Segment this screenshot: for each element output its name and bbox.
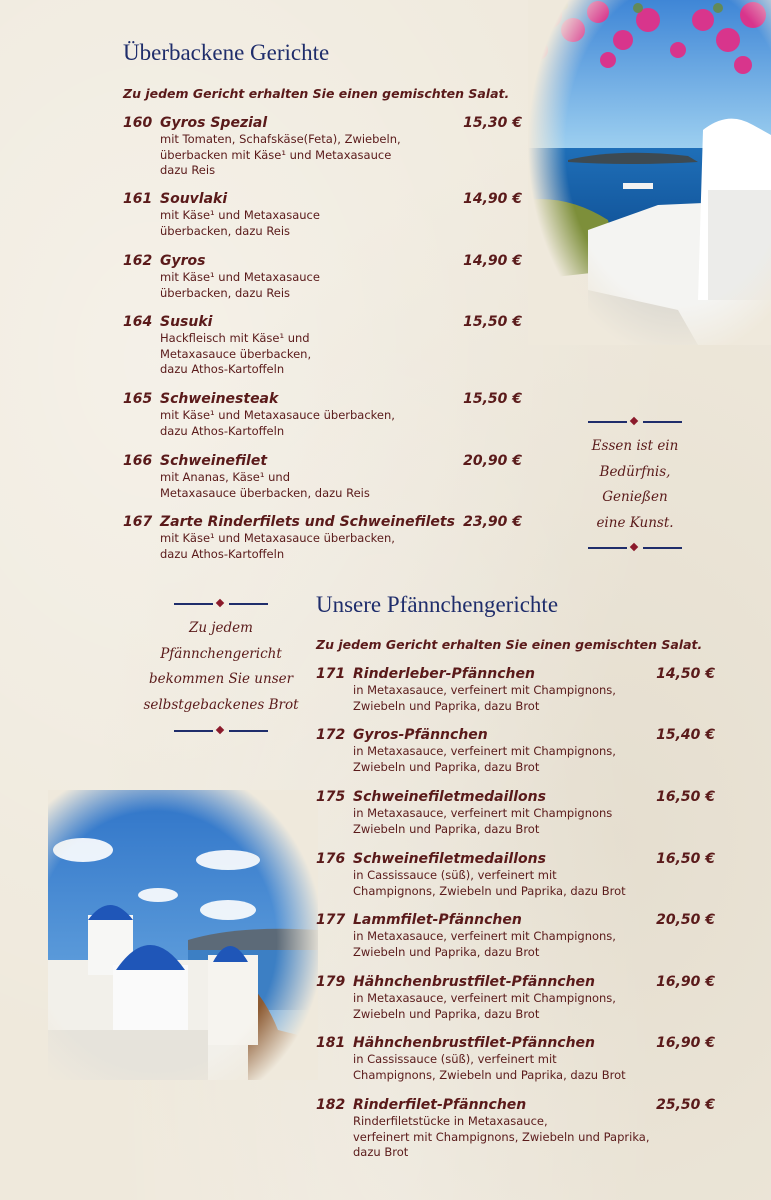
item-price: 16,90 €: [656, 974, 715, 990]
item-description: in Cassissauce (süß), verfeinert mit Champignons, Zwiebeln und Paprika, dazu Brot: [353, 1052, 626, 1082]
section-subtitle-salad: Zu jedem Gericht erhalten Sie einen gemischten Salat.: [123, 86, 510, 101]
item-name: Schweinesteak: [160, 391, 279, 407]
item-price: 15,50 €: [463, 314, 522, 330]
item-description: mit Ananas, Käse¹ und Metaxasauce überbacken, dazu Reis: [160, 470, 370, 500]
item-price: 20,90 €: [463, 453, 522, 469]
ornament-divider: [588, 417, 682, 427]
item-description: in Metaxasauce, verfeinert mit Champignons, Zwiebeln und Paprika, dazu Brot: [353, 929, 616, 959]
section-title-ueberbackene: Überbackene Gerichte: [123, 40, 330, 65]
item-price: 16,50 €: [656, 851, 715, 867]
item-number: 166: [123, 453, 153, 469]
section-title-pfaennchen: Unsere Pfännchengerichte: [316, 592, 559, 617]
ornament-divider: [588, 543, 682, 553]
diamond-icon: [216, 599, 224, 607]
item-name: Hähnchenbrustfilet-Pfännchen: [353, 1035, 596, 1051]
item-number: 182: [316, 1097, 346, 1113]
item-price: 25,50 €: [656, 1097, 715, 1113]
item-price: 14,50 €: [656, 666, 715, 682]
menu-list-pfaennchen: [316, 666, 715, 1166]
item-description: Hackfleisch mit Käse¹ und Metaxasauce überbacken, dazu Athos-Kartoffeln: [160, 331, 312, 376]
item-number: 167: [123, 514, 153, 530]
item-price: 16,50 €: [656, 789, 715, 805]
item-number: 176: [316, 851, 346, 867]
section-subtitle-salad: Zu jedem Gericht erhalten Sie einen gemischten Salat.: [316, 637, 703, 652]
item-description: in Metaxasauce, verfeinert mit Champignons, Zwiebeln und Paprika, dazu Brot: [353, 683, 616, 713]
item-price: 15,30 €: [463, 115, 522, 131]
item-name: Rinderleber-Pfännchen: [353, 666, 535, 682]
item-name: Zarte Rinderfilets und Schweinefilets: [160, 514, 455, 530]
item-number: 181: [316, 1035, 346, 1051]
item-number: 172: [316, 727, 346, 743]
item-number: 175: [316, 789, 346, 805]
item-number: 161: [123, 191, 153, 207]
item-price: 20,50 €: [656, 912, 715, 928]
quote-essen-kunst: Essen ist ein Bedürfnis, Genießen eine Kunst.: [591, 438, 679, 531]
item-description: in Metaxasauce, verfeinert mit Champignons, Zwiebeln und Paprika, dazu Brot: [353, 744, 616, 774]
ornament-divider: [174, 599, 268, 609]
diamond-icon: [216, 726, 224, 734]
menu-list-ueberbackene: [123, 115, 522, 565]
item-name: Souvlaki: [160, 191, 228, 207]
item-number: 179: [316, 974, 346, 990]
item-name: Gyros: [160, 253, 206, 269]
santorini-church-photo: [48, 790, 318, 1080]
santorini-sea-photo: [528, 0, 771, 345]
item-description: mit Käse¹ und Metaxasauce überbacken, dazu Reis: [160, 270, 320, 300]
item-name: Susuki: [160, 314, 213, 330]
item-price: 15,50 €: [463, 391, 522, 407]
item-number: 162: [123, 253, 153, 269]
item-description: in Cassissauce (süß), verfeinert mit Champignons, Zwiebeln und Paprika, dazu Brot: [353, 868, 626, 898]
item-name: Gyros Spezial: [160, 115, 268, 131]
quote-brot: Zu jedem Pfännchengericht bekommen Sie unser selbstgebackenes Brot: [143, 620, 299, 713]
diamond-icon: [630, 417, 638, 425]
item-description: mit Käse¹ und Metaxasauce überbacken, dazu Athos-Kartoffeln: [160, 408, 395, 438]
item-name: Schweinefilet: [160, 453, 268, 469]
item-name: Hähnchenbrustfilet-Pfännchen: [353, 974, 596, 990]
item-price: 15,40 €: [656, 727, 715, 743]
item-name: Gyros-Pfännchen: [353, 727, 488, 743]
item-price: 16,90 €: [656, 1035, 715, 1051]
item-number: 164: [123, 314, 153, 330]
item-description: in Metaxasauce, verfeinert mit Champignons, Zwiebeln und Paprika, dazu Brot: [353, 991, 616, 1021]
item-description: in Metaxasauce, verfeinert mit Champignons Zwiebeln und Paprika, dazu Brot: [353, 806, 613, 836]
item-price: 23,90 €: [463, 514, 522, 530]
item-number: 171: [316, 666, 346, 682]
item-number: 177: [316, 912, 346, 928]
item-name: Rinderfilet-Pfännchen: [353, 1097, 527, 1113]
item-description: mit Käse¹ und Metaxasauce überbacken, dazu Reis: [160, 208, 320, 238]
item-name: Schweinefiletmedaillons: [353, 789, 546, 805]
item-price: 14,90 €: [463, 191, 522, 207]
diamond-icon: [630, 543, 638, 551]
item-name: Lammfilet-Pfännchen: [353, 912, 522, 928]
item-number: 160: [123, 115, 153, 131]
item-name: Schweinefiletmedaillons: [353, 851, 546, 867]
item-number: 165: [123, 391, 153, 407]
item-description: mit Tomaten, Schafskäse(Feta), Zwiebeln, überbacken mit Käse¹ und Metaxasauce dazu Reis: [160, 132, 401, 177]
item-price: 14,90 €: [463, 253, 522, 269]
item-description: Rinderfiletstücke in Metaxasauce, verfeinert mit Champignons, Zwiebeln und Paprika, dazu Brot: [353, 1114, 650, 1159]
item-description: mit Käse¹ und Metaxasauce überbacken, dazu Athos-Kartoffeln: [160, 531, 395, 561]
ornament-divider: [174, 726, 268, 736]
